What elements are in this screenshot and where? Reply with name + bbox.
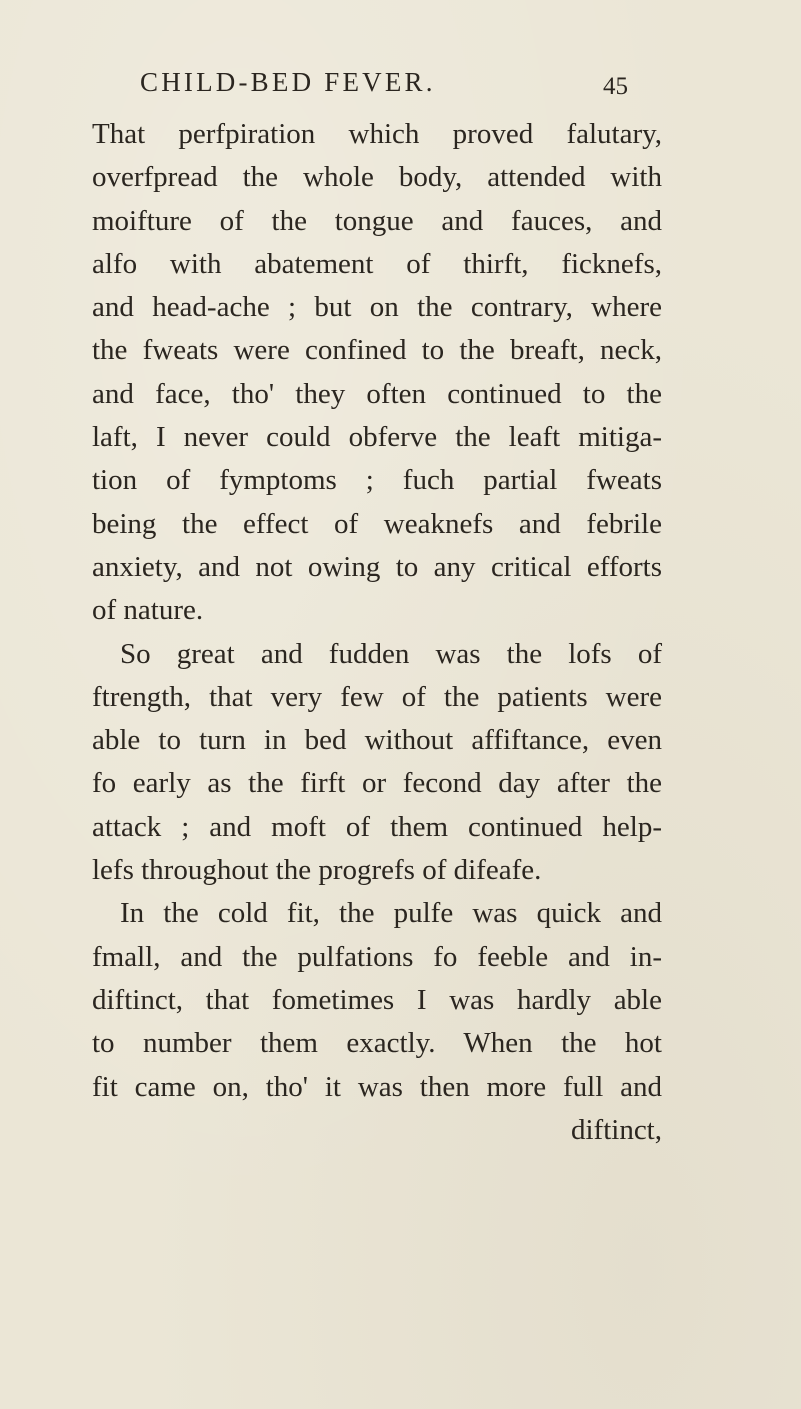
text-line: being the effect of weaknefs and febrile <box>92 507 662 540</box>
running-head: CHILD-BED FEVER. <box>140 67 436 97</box>
text-line: lefs throughout the progrefs of difeafe. <box>92 854 542 887</box>
catchword: diftinct, <box>570 1113 662 1146</box>
text-line: attack ; and moft of them continued help- <box>92 810 662 843</box>
page-number: 45 <box>603 73 628 100</box>
text-line: fit came on, tho' it was then more full and <box>92 1070 662 1103</box>
body-text <box>92 113 662 1152</box>
text-line: the fweats were confined to the breaft, neck, <box>92 334 662 367</box>
text-line: to number them exactly. When the hot <box>92 1027 662 1060</box>
text-line: fmall, and the pulfations fo feeble and in- <box>92 940 662 973</box>
text-line: ftrength, that very few of the patients were <box>92 680 662 713</box>
text-line: diftinct, that fometimes I was hardly able <box>92 983 662 1016</box>
text-line: overfpread the whole body, attended with <box>92 161 662 194</box>
text-line: anxiety, and not owing to any critical efforts <box>92 550 662 583</box>
text-line: moifture of the tongue and fauces, and <box>92 204 662 237</box>
text-line: able to turn in bed without affiftance, even <box>92 724 662 757</box>
text-line: laft, I never could obferve the leaft mitiga- <box>92 421 662 454</box>
text-line: of nature. <box>92 594 204 627</box>
text-line: alfo with abatement of thirft, ficknefs, <box>92 247 662 280</box>
text-line: In the cold fit, the pulfe was quick and <box>120 897 662 930</box>
text-line: That perfpiration which proved falutary, <box>92 118 662 150</box>
text-line: So great and fudden was the lofs of <box>120 637 662 670</box>
text-line: tion of fymptoms ; fuch partial fweats <box>92 464 662 497</box>
text-line: and face, tho' they often continued to the <box>92 377 662 410</box>
text-line: and head-ache ; but on the contrary, where <box>92 291 662 324</box>
text-line: fo early as the firft or fecond day after the <box>92 767 662 800</box>
